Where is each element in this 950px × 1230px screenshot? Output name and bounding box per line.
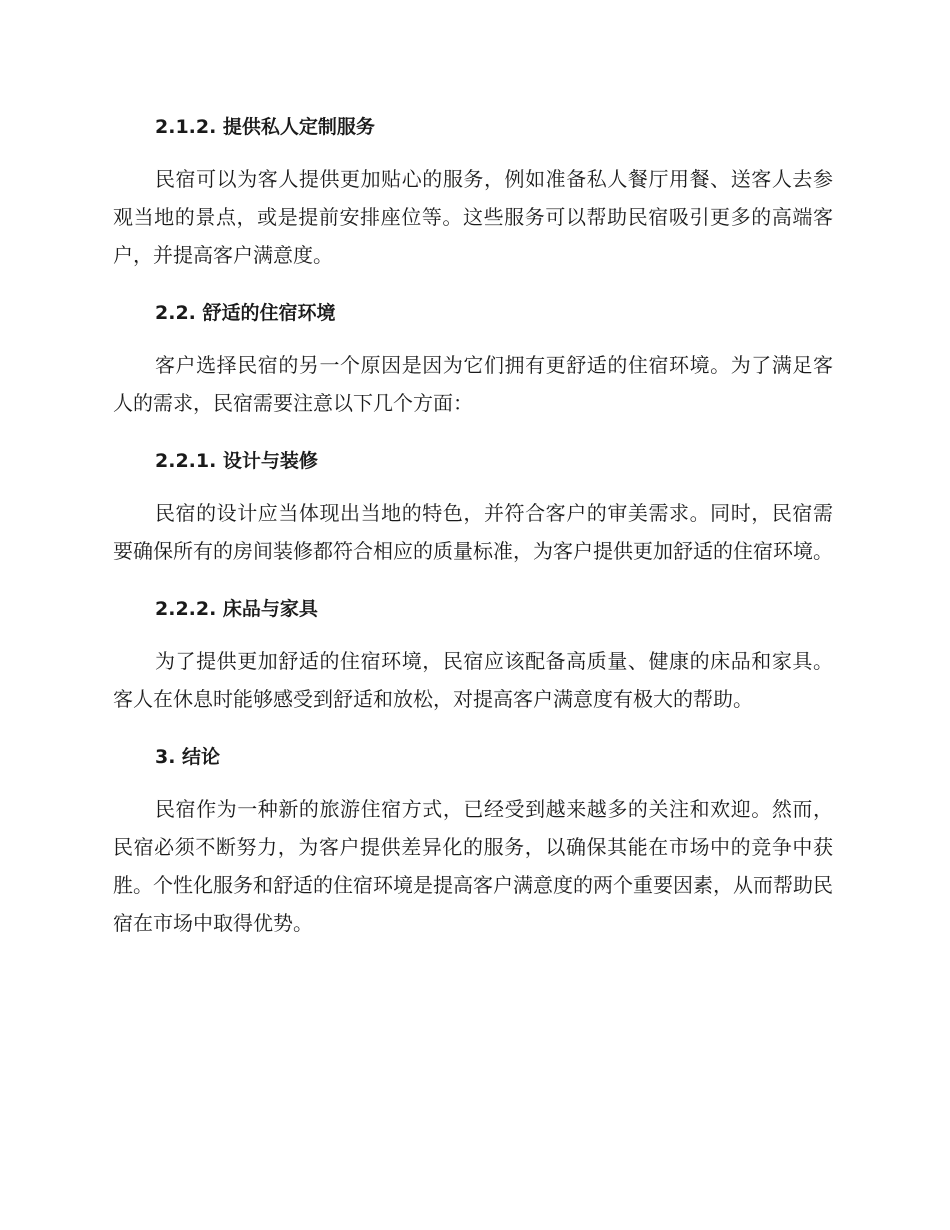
section-heading-2-2: 2.2. 舒适的住宿环境	[155, 302, 336, 324]
section-heading-2-2-2: 2.2.2. 床品与家具	[155, 598, 318, 620]
section-heading-3: 3. 结论	[155, 746, 221, 768]
section-paragraph-2-1-2: 民宿可以为客人提供更加贴心的服务，例如准备私人餐厅用餐、送客人去参观当地的景点，或是提前安排座位等。这些服务可以帮助民宿吸引更多的高端客户，并提高客户满意度。	[113, 167, 833, 267]
section-paragraph-3: 民宿作为一种新的旅游住宿方式，已经受到越来越多的关注和欢迎。然而，民宿必须不断努力，为客户提供差异化的服务，以确保其能在市场中的竞争中获胜。个性化服务和舒适的住宿环境是提高客户满意度的两个重要因素，从而帮助民宿在市场中取得优势。	[113, 797, 833, 935]
section-paragraph-2-2: 客户选择民宿的另一个原因是因为它们拥有更舒适的住宿环境。为了满足客人的需求，民宿需要注意以下几个方面：	[113, 353, 833, 415]
section-paragraph-2-2-1: 民宿的设计应当体现出当地的特色，并符合客户的审美需求。同时，民宿需要确保所有的房间装修都符合相应的质量标准，为客户提供更加舒适的住宿环境。	[113, 501, 833, 563]
section-heading-2-1-2: 2.1.2. 提供私人定制服务	[155, 116, 375, 138]
section-paragraph-2-2-2: 为了提供更加舒适的住宿环境，民宿应该配备高质量、健康的床品和家具。客人在休息时能够感受到舒适和放松，对提高客户满意度有极大的帮助。	[113, 649, 833, 711]
document-body	[113, 108, 833, 962]
section-heading-2-2-1: 2.2.1. 设计与装修	[155, 450, 318, 472]
